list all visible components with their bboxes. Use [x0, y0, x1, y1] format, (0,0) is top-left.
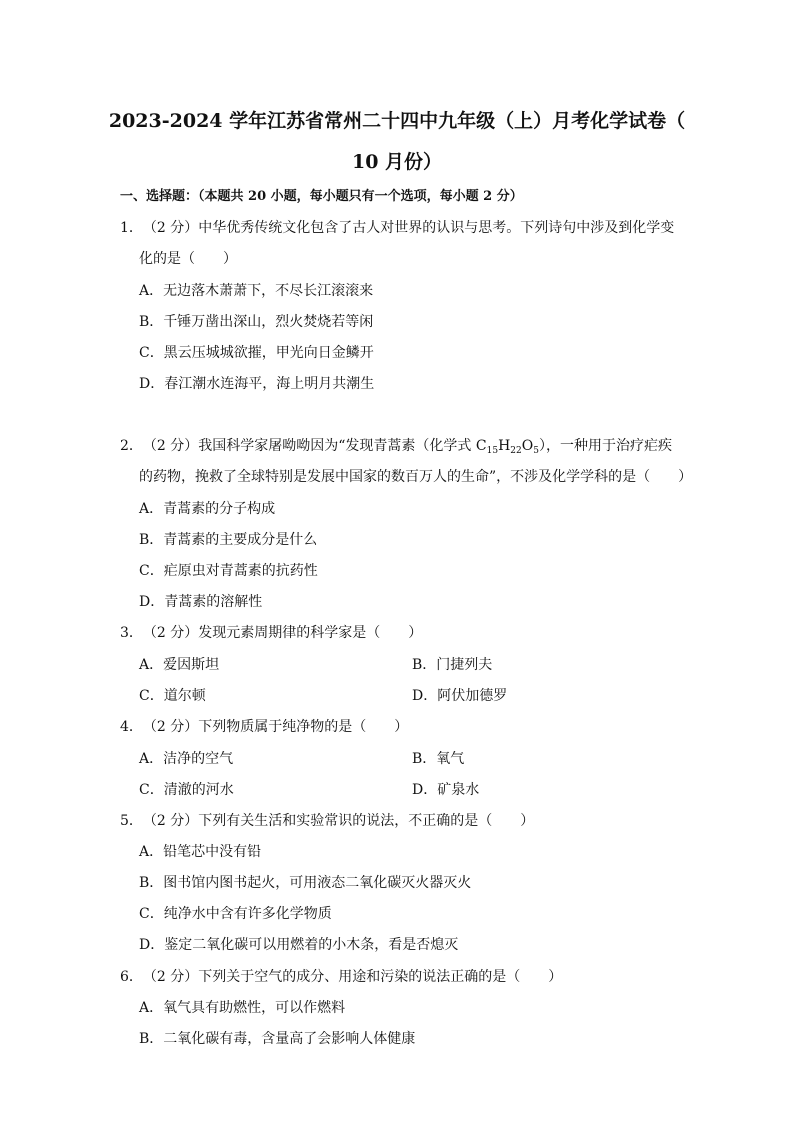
- question-1-option-b: B．千锤万凿出深山，烈火焚烧若等闲: [139, 314, 374, 330]
- question-number: 3．: [120, 625, 143, 641]
- question-4-option-a: A．洁净的空气: [139, 751, 234, 767]
- question-4-stem: [120, 716, 408, 736]
- question-1-stem: [120, 217, 674, 237]
- question-stem-text: （2 分）下列关于空气的成分、用途和污染的说法正确的是（ ）: [142, 969, 563, 985]
- question-4-option-c: C．清澈的河水: [139, 782, 234, 798]
- question-4-option-d: D．矿泉水: [412, 782, 480, 798]
- question-3-option-c: C．道尔顿: [139, 688, 206, 704]
- exam-title-line-1: 2023-2024 学年江苏省常州二十四中九年级（上）月考化学试卷（: [108, 110, 686, 132]
- question-number: 1．: [120, 220, 143, 236]
- question-1-option-c: C．黑云压城城欲摧，甲光向日金鳞开: [139, 345, 374, 361]
- formula-element: O: [521, 438, 534, 454]
- question-6-stem: [120, 966, 562, 986]
- question-6-option-a: A．氧气具有助燃性，可以作燃料: [139, 1000, 346, 1016]
- question-2-option-d: D．青蒿素的溶解性: [139, 594, 263, 610]
- question-3-option-b: B．门捷列夫: [412, 657, 493, 673]
- question-2-stem: [120, 435, 672, 456]
- question-5-option-c: C．纯净水中含有许多化学物质: [139, 906, 332, 922]
- question-2-option-b: B．青蒿素的主要成分是什么: [139, 532, 318, 548]
- question-3-option-d: D．阿伏加德罗: [412, 688, 508, 704]
- question-number: 4．: [120, 719, 143, 735]
- question-5-stem: [120, 810, 534, 830]
- formula-element: H: [498, 438, 511, 454]
- question-stem-text: （2 分）下列物质属于纯净物的是（ ）: [142, 719, 409, 735]
- question-3-stem: [120, 622, 422, 642]
- formula-subscript: 22: [510, 446, 522, 456]
- question-1-stem-continued: 化的是（ ）: [139, 251, 237, 267]
- question-6-option-b: B．二氧化碳有毒，含量高了会影响人体健康: [139, 1031, 416, 1047]
- question-1-option-a: A．无边落木萧萧下，不尽长江滚滚来: [139, 283, 374, 299]
- question-2-stem-continued: 的药物，挽救了全球特别是发展中国家的数百万人的生命”，不涉及化学学科的是（ ）: [139, 469, 693, 485]
- question-5-option-d: D．鉴定二氧化碳可以用燃着的小木条，看是否熄灭: [139, 937, 459, 953]
- question-4-option-b: B．氧气: [412, 751, 465, 767]
- question-stem-text: （2 分）下列有关生活和实验常识的说法，不正确的是（ ）: [142, 813, 535, 829]
- formula-subscript: 15: [486, 446, 499, 456]
- question-stem-text: ），一种用于治疗疟疾: [538, 438, 672, 454]
- question-number: 6．: [120, 969, 143, 985]
- question-2-option-c: C．疟原虫对青蒿素的抗药性: [139, 563, 318, 579]
- formula-subscript: 5: [533, 446, 539, 456]
- question-stem-text: （2 分）发现元素周期律的科学家是（ ）: [142, 625, 423, 641]
- question-5-option-b: B．图书馆内图书起火，可用液态二氧化碳灭火器灭火: [139, 875, 472, 891]
- question-3-option-a: A．爱因斯坦: [139, 657, 220, 673]
- question-2-option-a: A．青蒿素的分子构成: [139, 501, 276, 517]
- question-stem-text: （2 分）我国科学家屠呦呦因为“发现青蒿素（化学式 C: [142, 438, 487, 454]
- section-heading: 一、选择题：（本题共 20 小题，每小题只有一个选项，每小题 2 分）: [120, 189, 523, 204]
- question-stem-text: （2 分）中华优秀传统文化包含了古人对世界的认识与思考。下列诗句中涉及到化学变: [142, 220, 675, 236]
- question-number: 5．: [120, 813, 143, 829]
- question-5-option-a: A．铅笔芯中没有铅: [139, 844, 262, 860]
- exam-title-line-2: 10 月份）: [351, 151, 443, 173]
- question-1-option-d: D．春江潮水连海平，海上明月共潮生: [139, 376, 375, 392]
- question-number: 2．: [120, 438, 143, 454]
